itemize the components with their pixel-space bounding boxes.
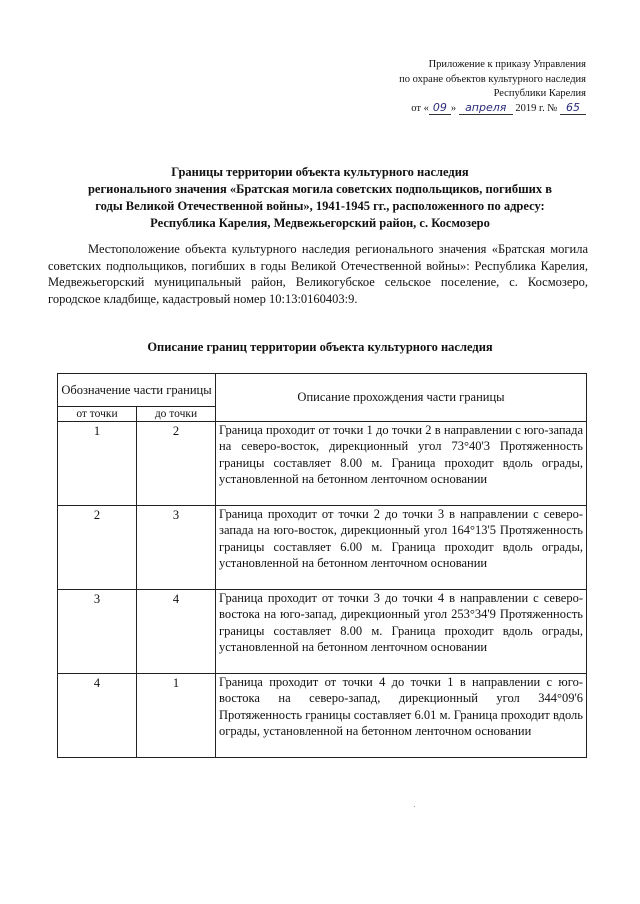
table-row (58, 506, 587, 590)
header-to-point: до точки (137, 407, 216, 422)
title-line-3: годы Великой Отечественной войны», 1941-1945 гг., расположенного по адресу: (95, 199, 545, 213)
row-description: Граница проходит от точки 4 до точки 1 в направлении с юго-востока на северо-запад, дирекционный угол 344°09'6 Протяженность границы составляет 6.01 м. Граница проходит вдоль ограды, установленной на бетонном ленточном основании (216, 674, 587, 758)
approval-year-label: 2019 г. № (515, 102, 558, 114)
row-from-point: 3 (58, 590, 137, 674)
approval-from-label: от « (411, 102, 429, 114)
approval-date-line (356, 102, 586, 117)
document-title (40, 164, 600, 232)
approval-month: апреля (459, 102, 513, 115)
location-text: Местоположение объекта культурного наследия регионального значения «Братская могила советских подпольщиков, погибших в годы Великой Отечественной войны»: Республика Карелия, Медвежьегорский муниципальный район, Великогубское сельское поселение, с. Космозеро, городское кладбище, кадастровый номер 10:13:0160403:9. (48, 242, 588, 306)
row-from-point: 2 (58, 506, 137, 590)
approval-close-quote: » (450, 102, 457, 114)
row-to-point: 2 (137, 422, 216, 506)
row-to-point: 4 (137, 590, 216, 674)
approval-number: 65 (560, 102, 586, 115)
title-line-2: регионального значения «Братская могила советских подпольщиков, погибших в (87, 182, 553, 196)
table-header-row (58, 374, 587, 407)
table-row (58, 590, 587, 674)
title-line-1: Границы территории объекта культурного наследия (171, 165, 469, 179)
row-description: Граница проходит от точки 1 до точки 2 в направлении с юго-запада на северо-восток, дирекционный угол 73°40'3 Протяженность границы составляет 8.00 м. Граница проходит вдоль ограды, установленной на бетонном ленточном основании (216, 422, 587, 506)
section-subtitle: Описание границ территории объекта культурного наследия (147, 340, 493, 354)
header-description: Описание прохождения части границы (216, 374, 587, 422)
approval-line-3: Республики Карелия (493, 88, 586, 99)
row-from-point: 1 (58, 422, 137, 506)
table-row (58, 422, 587, 506)
table-row (58, 674, 587, 758)
row-description: Граница проходит от точки 2 до точки 3 в направлении с северо-запада на юго-восток, дирекционный угол 164°13'5 Протяженность границы составляет 6.00 м. Граница проходит вдоль ограды, установленной на бетонном ленточном основании (216, 506, 587, 590)
approval-day: 09 (429, 102, 451, 115)
location-paragraph (48, 241, 588, 307)
approval-line-1: Приложение к приказу Управления (428, 59, 586, 70)
row-from-point: 4 (58, 674, 137, 758)
title-line-4: Республика Карелия, Медвежьегорский район, с. Космозеро (150, 216, 490, 230)
approval-line-2: по охране объектов культурного наследия (399, 73, 586, 85)
scan-speck (414, 806, 415, 807)
boundary-table (57, 373, 587, 758)
approval-block (356, 58, 586, 116)
header-boundary-part: Обозначение части границы (58, 374, 216, 407)
row-to-point: 1 (137, 674, 216, 758)
header-from-point: от точки (58, 407, 137, 422)
row-description: Граница проходит от точки 3 до точки 4 в направлении с северо-востока на юго-запад, дирекционный угол 253°34'9 Протяженность границы составляет 8.00 м. Граница проходит вдоль ограды, установленной на бетонном ленточном основании (216, 590, 587, 674)
row-to-point: 3 (137, 506, 216, 590)
